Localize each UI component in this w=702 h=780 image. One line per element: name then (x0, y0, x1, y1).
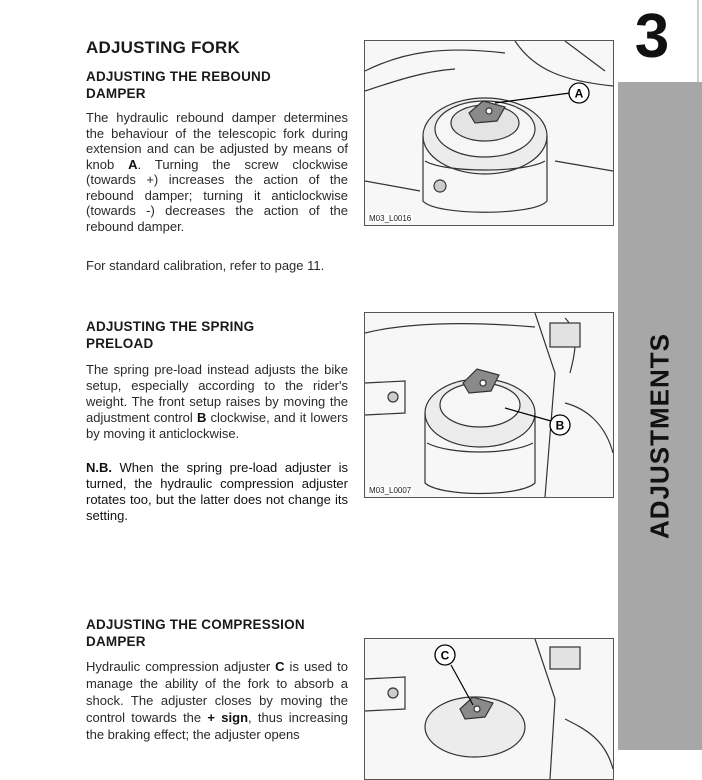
chapter-number: 3 (634, 2, 670, 71)
figure-code: M03_L0016 (369, 214, 412, 223)
figure-spring-preload (364, 312, 614, 498)
heading-line: PRELOAD (86, 336, 154, 351)
figure-compression (364, 638, 614, 780)
callout-letter: B (555, 418, 565, 433)
heading-line: ADJUSTING THE COMPRESSION (86, 617, 305, 632)
preload-nb-note: N.B. When the spring pre-load adjuster is turned, the hydraulic compression adjuster rotates too, but the latter does not change its setting. (86, 460, 348, 523)
heading-line: ADJUSTING THE REBOUND (86, 69, 271, 84)
rebound-paragraph: The hydraulic rebound damper determines the behaviour of the telescopic fork during extension and can be adjusted by means of knob A. Turning the screw clockwise (towards +) increases the action of the rebound damper; turning it anticlockwise (towards -) decreases the action of the rebound damper. (86, 110, 348, 234)
preload-paragraph: The spring pre-load instead adjusts the bike setup, especially according to the rider's weight. The front setup raises by moving the adjustment control B clockwise, and it lowers by moving it anticlockwise. (86, 362, 348, 441)
heading-line: DAMPER (86, 86, 146, 101)
figure-rebound-knob (364, 40, 614, 226)
figure-code: M03_L0007 (369, 486, 412, 495)
fork-illustration (365, 639, 613, 779)
page-title: ADJUSTING FORK (86, 38, 240, 57)
fork-illustration (365, 313, 613, 497)
callout-letter: C (440, 648, 450, 663)
heading-line: DAMPER (86, 634, 146, 649)
section-heading-compression (86, 616, 305, 650)
section-heading-preload (86, 318, 254, 352)
fork-illustration (365, 41, 613, 225)
heading-line: ADJUSTING THE SPRING (86, 319, 255, 334)
compression-paragraph: Hydraulic compression adjuster C is used to manage the ability of the fork to absorb a shock. The adjuster closes by moving the control towards the + sign, thus increasing the braking effect; the adjuster opens (86, 659, 348, 742)
callout-letter: A (574, 86, 584, 101)
section-heading-rebound (86, 68, 271, 102)
rebound-calibration-note: For standard calibration, refer to page 11. (86, 258, 325, 273)
sidebar-label: ADJUSTMENTS (644, 332, 675, 540)
